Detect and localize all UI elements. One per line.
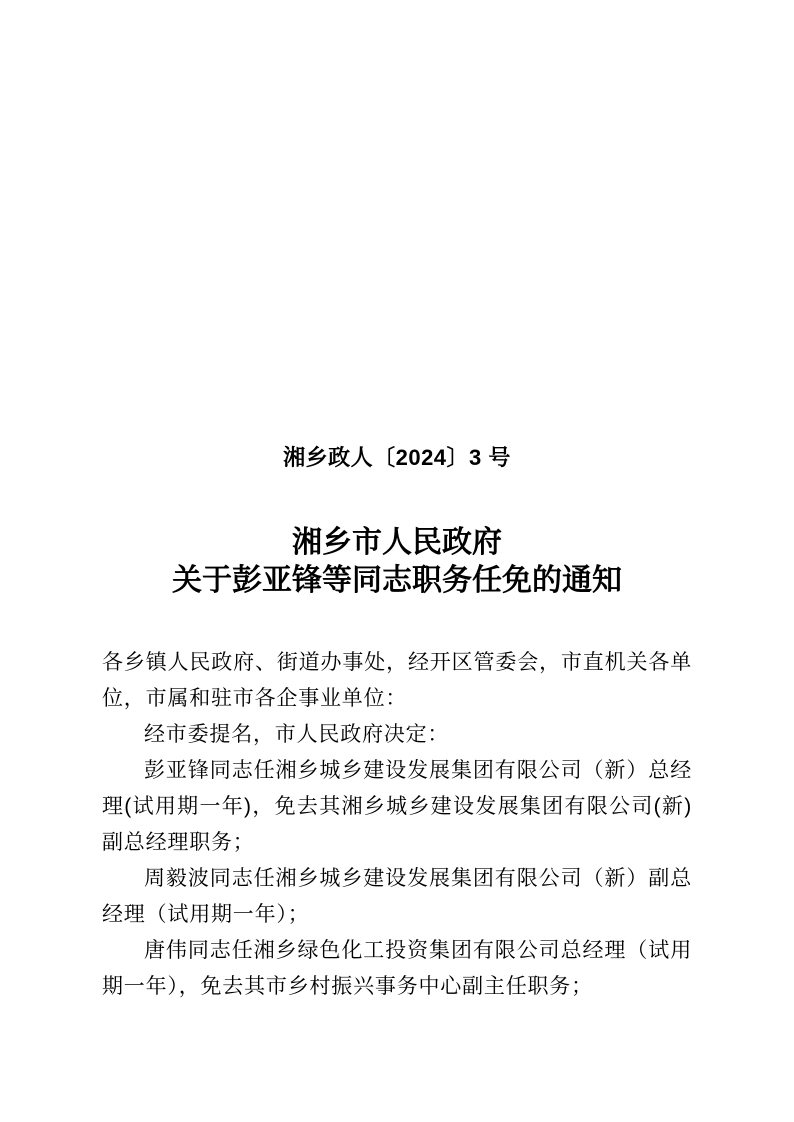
document-body [102,645,692,1005]
decision-intro-paragraph: 经市委提名，市人民政府决定： [144,723,450,746]
document-title [0,524,794,600]
addressee-paragraph: 各乡镇人民政府、街道办事处，经开区管委会，市直机关各单位，市属和驻市各企事业单位： [102,651,692,710]
title-issuing-org: 湘乡市人民政府 [292,526,502,559]
appointment-paragraph-tang-wei: 唐伟同志任湘乡绿色化工投资集团有限公司总经理（试用期一年），免去其市乡村振兴事务中心副主任职务； [102,939,692,998]
appointment-paragraph-peng-yafeng: 彭亚锋同志任湘乡城乡建设发展集团有限公司（新）总经理(试用期一年)，免去其湘乡城乡建设发展集团有限公司(新)副总经理职务； [102,759,692,854]
appointment-paragraph-zhou-yibo: 周毅波同志任湘乡城乡建设发展集团有限公司（新）副总经理（试用期一年）； [102,867,692,926]
title-notice-subject: 关于彭亚锋等同志职务任免的通知 [172,564,622,597]
document-number: 湘乡政人〔2024〕3 号 [283,445,511,470]
